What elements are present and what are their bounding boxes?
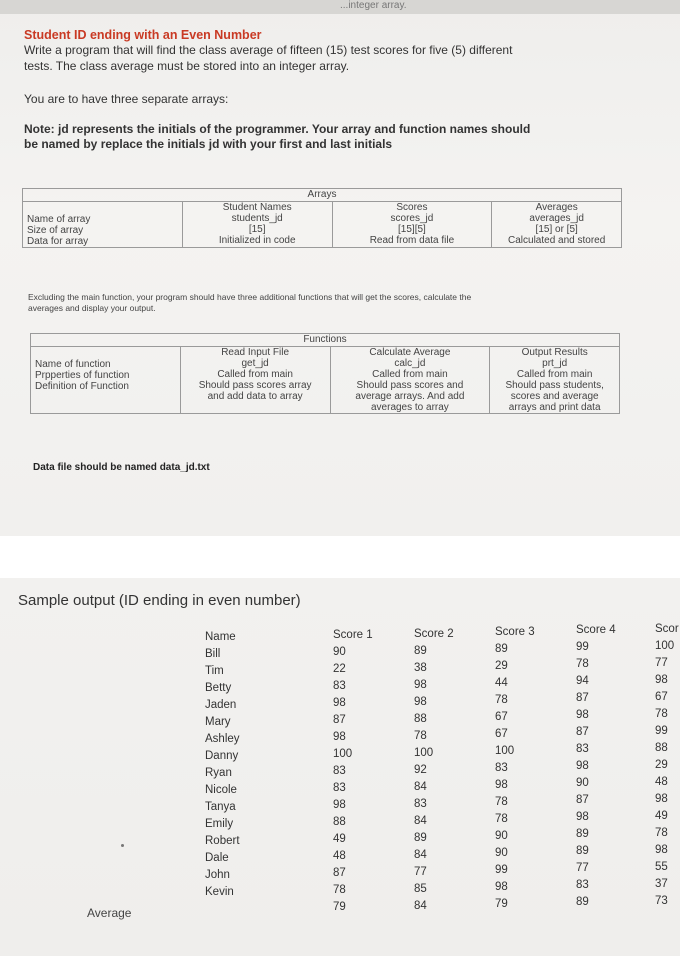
score-value: 87 — [333, 867, 346, 879]
data-file-note: Data file should be named data_jd.txt — [33, 462, 210, 473]
row-label: Definition of Function — [35, 381, 129, 392]
note-line-1: Note: jd represents the initials of the programmer. Your array and function names should — [24, 122, 531, 136]
score-value: 49 — [333, 833, 346, 845]
score-value: 49 — [655, 810, 668, 822]
score-value: 85 — [414, 883, 427, 895]
student-name: Robert — [205, 835, 240, 847]
student-name: Tanya — [205, 801, 236, 813]
stray-dot — [121, 844, 124, 847]
student-name: Ryan — [205, 767, 232, 779]
note-line-2: be named by replace the initials jd with your first and last initials — [24, 137, 393, 151]
score-value: 98 — [655, 674, 668, 686]
score-value: 78 — [655, 827, 668, 839]
cell-text: scores and average — [510, 391, 599, 402]
score-value: 29 — [655, 759, 668, 771]
score-value: 99 — [655, 725, 668, 737]
student-name: Kevin — [205, 886, 234, 898]
average-value: 73 — [655, 895, 668, 907]
score-value: 78 — [495, 813, 508, 825]
functions-table — [30, 333, 620, 414]
intro-line-1: Write a program that will find the class average of fifteen (15) test scores for five (5) different — [24, 43, 513, 57]
cell-text: Averages — [535, 202, 578, 213]
score-value: 38 — [414, 662, 427, 674]
cell-text: Student Names — [222, 202, 292, 213]
cell-text: Should pass scores array — [198, 380, 312, 391]
cell-text: Output Results — [521, 347, 588, 358]
score-value: 77 — [655, 657, 668, 669]
score-value: 98 — [495, 881, 508, 893]
score-header: Score 4 — [576, 624, 616, 636]
score-value: 89 — [576, 845, 589, 857]
student-name: Tim — [205, 665, 224, 677]
score-value: 83 — [576, 743, 589, 755]
student-name: Betty — [205, 682, 232, 694]
score-value: 55 — [655, 861, 668, 873]
score-value: 92 — [414, 764, 427, 776]
score-value: 100 — [414, 747, 434, 759]
score-value: 67 — [495, 711, 508, 723]
arrays-row-labels — [23, 202, 183, 248]
score-value: 88 — [414, 713, 427, 725]
score-value: 98 — [333, 697, 346, 709]
score-value: 90 — [333, 646, 346, 658]
score-value: 99 — [495, 864, 508, 876]
cell-text: get_jd — [241, 358, 269, 369]
score-value: 84 — [414, 815, 427, 827]
score-header: Score 1 — [333, 629, 373, 641]
score-value: 100 — [333, 748, 353, 760]
functions-row-labels — [31, 347, 181, 414]
averages-array-column — [492, 202, 622, 248]
score-value: 77 — [576, 862, 589, 874]
score-header: Scor — [655, 623, 679, 635]
score-value: 48 — [655, 776, 668, 788]
score-value: 94 — [576, 675, 589, 687]
score-value: 48 — [333, 850, 346, 862]
cell-text: Called from main — [217, 369, 293, 380]
cell-text: scores_jd — [390, 213, 434, 224]
row-label: Name of function — [35, 359, 111, 370]
score-value: 89 — [414, 832, 427, 844]
arrays-instruction: You are to have three separate arrays: — [24, 92, 229, 106]
score-value: 67 — [655, 691, 668, 703]
score-value: 89 — [576, 828, 589, 840]
arrays-table-header: Arrays — [23, 189, 622, 202]
functions-note-line-2: averages and display your output. — [28, 303, 156, 313]
cell-text: Calculated and stored — [508, 235, 606, 246]
score-3-column — [495, 624, 535, 913]
average-value: 89 — [576, 896, 589, 908]
row-label: Data for array — [27, 236, 89, 247]
score-header: Score 3 — [495, 626, 535, 638]
prt-function-column — [490, 347, 620, 414]
page-gap — [0, 536, 680, 578]
score-value: 98 — [414, 679, 427, 691]
score-value: 22 — [333, 663, 346, 675]
cell-text: prt_jd — [542, 358, 568, 369]
score-value: 90 — [495, 830, 508, 842]
score-value: 98 — [333, 799, 346, 811]
cell-text: Read Input File — [221, 347, 290, 358]
assignment-title: Student ID ending with an Even Number — [24, 28, 262, 42]
score-value: 77 — [414, 866, 427, 878]
students-array-column — [182, 202, 332, 248]
score-value: 87 — [576, 692, 589, 704]
cell-text: Scores — [396, 202, 428, 213]
score-value: 83 — [333, 782, 346, 794]
average-value: 79 — [495, 898, 508, 910]
row-label: Size of array — [27, 225, 84, 236]
cell-text: Calculate Average — [369, 347, 451, 358]
score-value: 90 — [495, 847, 508, 859]
score-value: 83 — [414, 798, 427, 810]
score-value: 87 — [576, 794, 589, 806]
score-value: 78 — [655, 708, 668, 720]
score-value: 98 — [333, 731, 346, 743]
sample-output-title: Sample output (ID ending in even number) — [18, 592, 301, 609]
score-value: 78 — [414, 730, 427, 742]
name-header: Name — [205, 631, 236, 643]
student-name: Nicole — [205, 784, 237, 796]
score-value: 87 — [576, 726, 589, 738]
average-value: 84 — [414, 900, 427, 912]
cell-text: Called from main — [516, 369, 593, 380]
score-value: 83 — [333, 680, 346, 692]
get-function-column — [180, 347, 330, 414]
score-value: 44 — [495, 677, 508, 689]
cell-text: Should pass students, — [505, 380, 604, 391]
score-value: 67 — [495, 728, 508, 740]
cut-header-text: ...integer array. — [340, 0, 407, 11]
student-name: Ashley — [205, 733, 240, 745]
score-value: 100 — [495, 745, 515, 757]
score-value: 99 — [576, 641, 589, 653]
score-value: 89 — [495, 643, 508, 655]
score-value: 89 — [414, 645, 427, 657]
cell-text: [15][5] — [398, 224, 426, 235]
score-value: 100 — [655, 640, 675, 652]
score-value: 78 — [495, 694, 508, 706]
student-name: Bill — [205, 648, 221, 660]
cell-text: average arrays. And add — [355, 391, 465, 402]
student-name: Emily — [205, 818, 234, 830]
cell-text: Read from data file — [369, 235, 455, 246]
score-value: 98 — [414, 696, 427, 708]
arrays-table — [22, 188, 622, 248]
row-label: Name of array — [27, 214, 91, 225]
student-name: Danny — [205, 750, 239, 762]
score-4-column — [576, 622, 616, 911]
student-name: John — [205, 869, 230, 881]
cell-text: calc_jd — [394, 358, 426, 369]
score-value: 37 — [655, 878, 668, 890]
score-value: 83 — [576, 879, 589, 891]
functions-note-line-1: Excluding the main function, your program should have three additional functions that will get the scores, calculate the — [28, 292, 472, 302]
score-1-column — [333, 627, 373, 916]
score-value: 87 — [333, 714, 346, 726]
score-value: 78 — [576, 658, 589, 670]
score-value: 83 — [495, 762, 508, 774]
score-value: 78 — [333, 884, 346, 896]
score-value: 90 — [576, 777, 589, 789]
score-value: 78 — [495, 796, 508, 808]
cell-text: students_jd — [231, 213, 283, 224]
score-value: 98 — [576, 760, 589, 772]
score-value: 98 — [576, 709, 589, 721]
cell-text: Should pass scores and — [356, 380, 464, 391]
score-value: 98 — [655, 844, 668, 856]
average-label: Average — [87, 906, 132, 920]
cell-text: arrays and print data — [508, 402, 601, 413]
intro-line-2: tests. The class average must be stored into an integer array. — [24, 59, 350, 73]
score-value: 29 — [495, 660, 508, 672]
cell-text: [15] — [248, 224, 266, 235]
calc-function-column — [330, 347, 490, 414]
score-2-column — [414, 626, 454, 915]
score-value: 83 — [333, 765, 346, 777]
score-value: 98 — [576, 811, 589, 823]
row-label: Prpperties of function — [35, 370, 130, 381]
score-5-column — [655, 621, 680, 910]
cell-text: [15] or [5] — [535, 224, 578, 235]
cell-text: Initialized in code — [218, 235, 296, 246]
score-value: 98 — [495, 779, 508, 791]
scores-array-column — [332, 202, 492, 248]
average-value: 79 — [333, 901, 346, 913]
score-value: 84 — [414, 781, 427, 793]
score-value: 98 — [655, 793, 668, 805]
student-name: Mary — [205, 716, 231, 728]
cell-text: averages to array — [370, 402, 449, 413]
cell-text: Called from main — [372, 369, 448, 380]
student-name: Jaden — [205, 699, 237, 711]
student-name: Dale — [205, 852, 229, 864]
functions-table-header: Functions — [31, 334, 620, 347]
score-value: 88 — [333, 816, 346, 828]
score-header: Score 2 — [414, 628, 454, 640]
score-value: 84 — [414, 849, 427, 861]
cell-text: and add data to array — [207, 391, 303, 402]
cell-text: averages_jd — [529, 213, 584, 224]
score-value: 88 — [655, 742, 668, 754]
names-column — [205, 629, 240, 901]
